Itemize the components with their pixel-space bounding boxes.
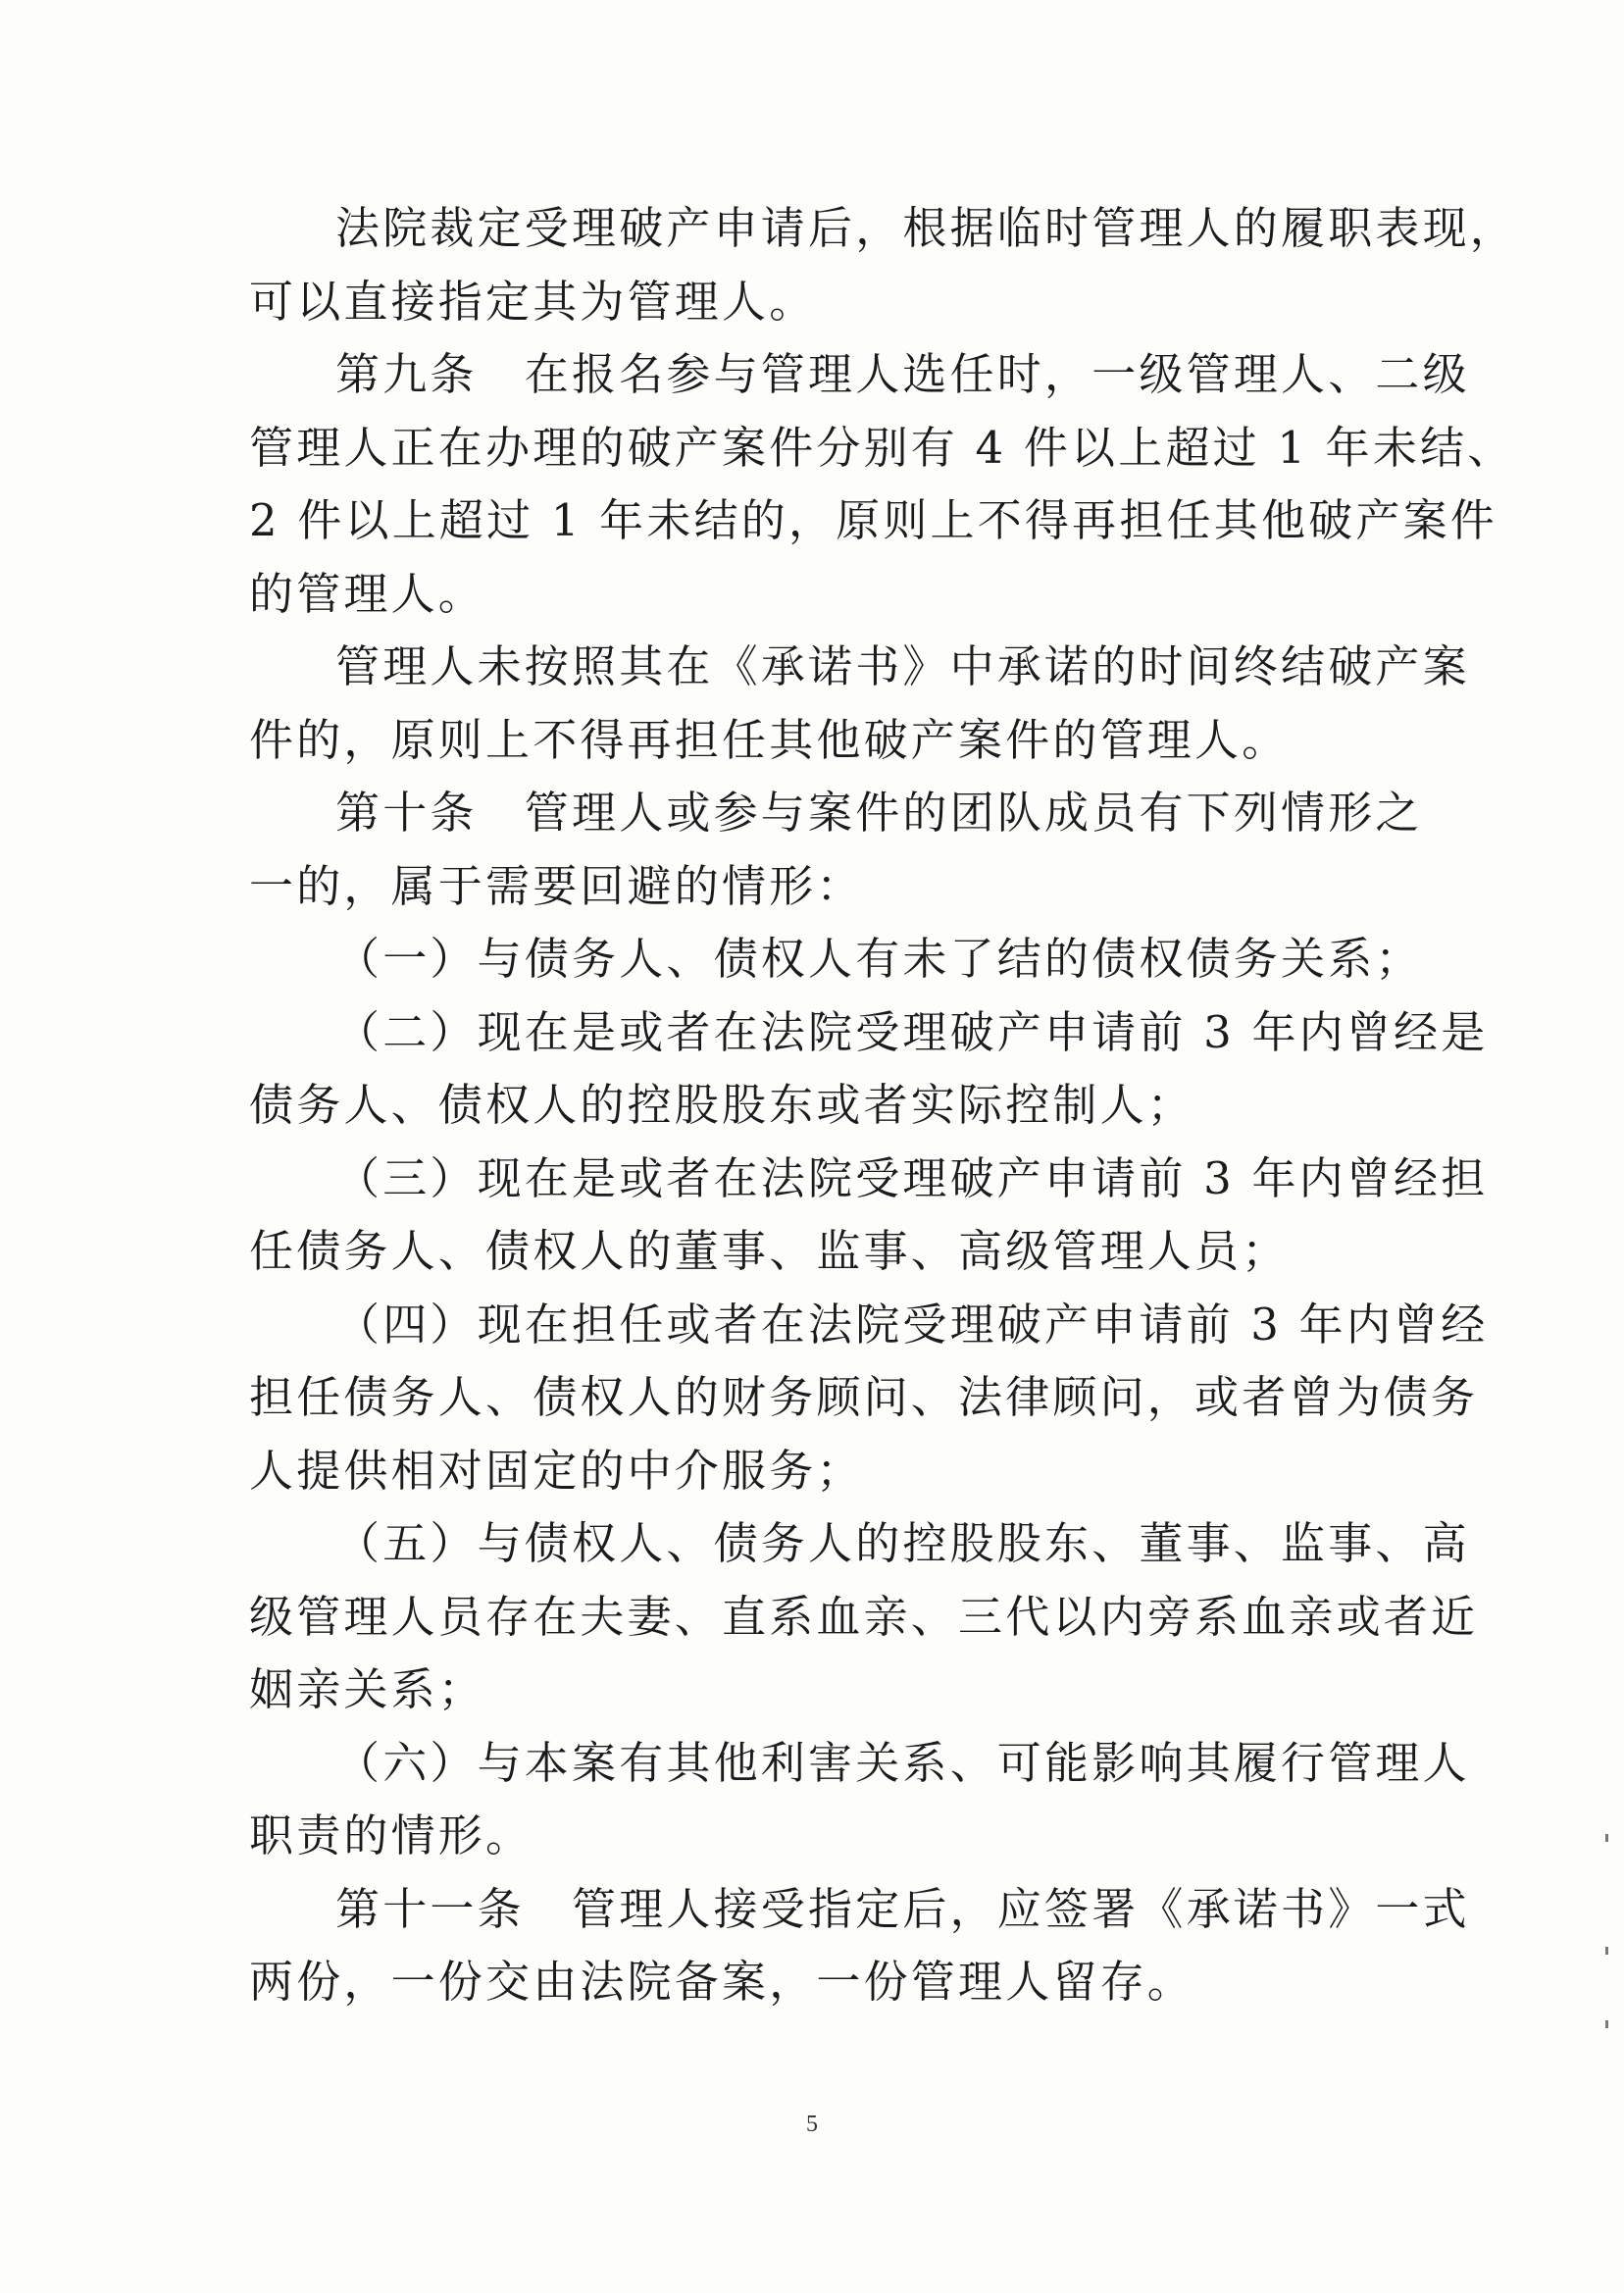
text-line: （二）现在是或者在法院受理破产申请前 3 年内曾经是 (335, 1005, 1489, 1058)
page-number: 5 (806, 2112, 818, 2137)
text-line: 管理人未按照其在《承诺书》中承诺的时间终结破产案 (335, 640, 1470, 692)
text-line: 第十条 管理人或参与案件的团队成员有下列情形之 (335, 787, 1423, 839)
text-line: 管理人正在办理的破产案件分别有 4 件以上超过 1 年未结、 (249, 421, 1515, 474)
text-line: 的管理人。 (249, 567, 486, 620)
text-line: 一的，属于需要回避的情形： (249, 859, 864, 912)
text-line: 职责的情形。 (249, 1809, 533, 1861)
scan-speck (1605, 1947, 1608, 1955)
text-line: 第九条 在报名参与管理人选任时，一级管理人、二级 (335, 348, 1470, 400)
text-line: 两份，一份交由法院备案，一份管理人留存。 (249, 1956, 1195, 2008)
text-line: 法院裁定受理破产申请后，根据临时管理人的履职表现， (335, 202, 1518, 254)
scan-speck (1605, 2020, 1608, 2028)
text-line: （一）与债务人、债权人有未了结的债权债务关系； (335, 933, 1423, 985)
text-line: 2 件以上超过 1 年未结的，原则上不得再担任其他破产案件 (249, 494, 1497, 546)
text-line: 人提供相对固定的中介服务； (249, 1444, 864, 1497)
text-line: 件的，原则上不得再担任其他破产案件的管理人。 (249, 713, 1290, 766)
text-line: 姻亲关系； (249, 1663, 486, 1715)
text-line: （五）与债权人、债务人的控股股东、董事、监事、高 (335, 1517, 1470, 1569)
text-line: 第十一条 管理人接受指定后，应签署《承诺书》一式 (335, 1882, 1470, 1935)
text-line: 债务人、债权人的控股股东或者实际控制人； (249, 1079, 1195, 1131)
text-line: （四）现在担任或者在法院受理破产申请前 3 年内曾经 (335, 1298, 1489, 1350)
text-line: （三）现在是或者在法院受理破产申请前 3 年内曾经担 (335, 1151, 1489, 1204)
scan-speck (1605, 1834, 1608, 1842)
text-line: 级管理人员存在夫妻、直系血亲、三代以内旁系血亲或者近 (249, 1590, 1479, 1643)
text-line: 担任债务人、债权人的财务顾问、法律顾问，或者曾为债务 (249, 1371, 1479, 1423)
text-line: 任债务人、债权人的董事、监事、高级管理人员； (249, 1225, 1290, 1277)
text-line: （六）与本案有其他利害关系、可能影响其履行管理人 (335, 1736, 1470, 1789)
document-body (249, 192, 1518, 2019)
text-line: 可以直接指定其为管理人。 (249, 275, 817, 328)
